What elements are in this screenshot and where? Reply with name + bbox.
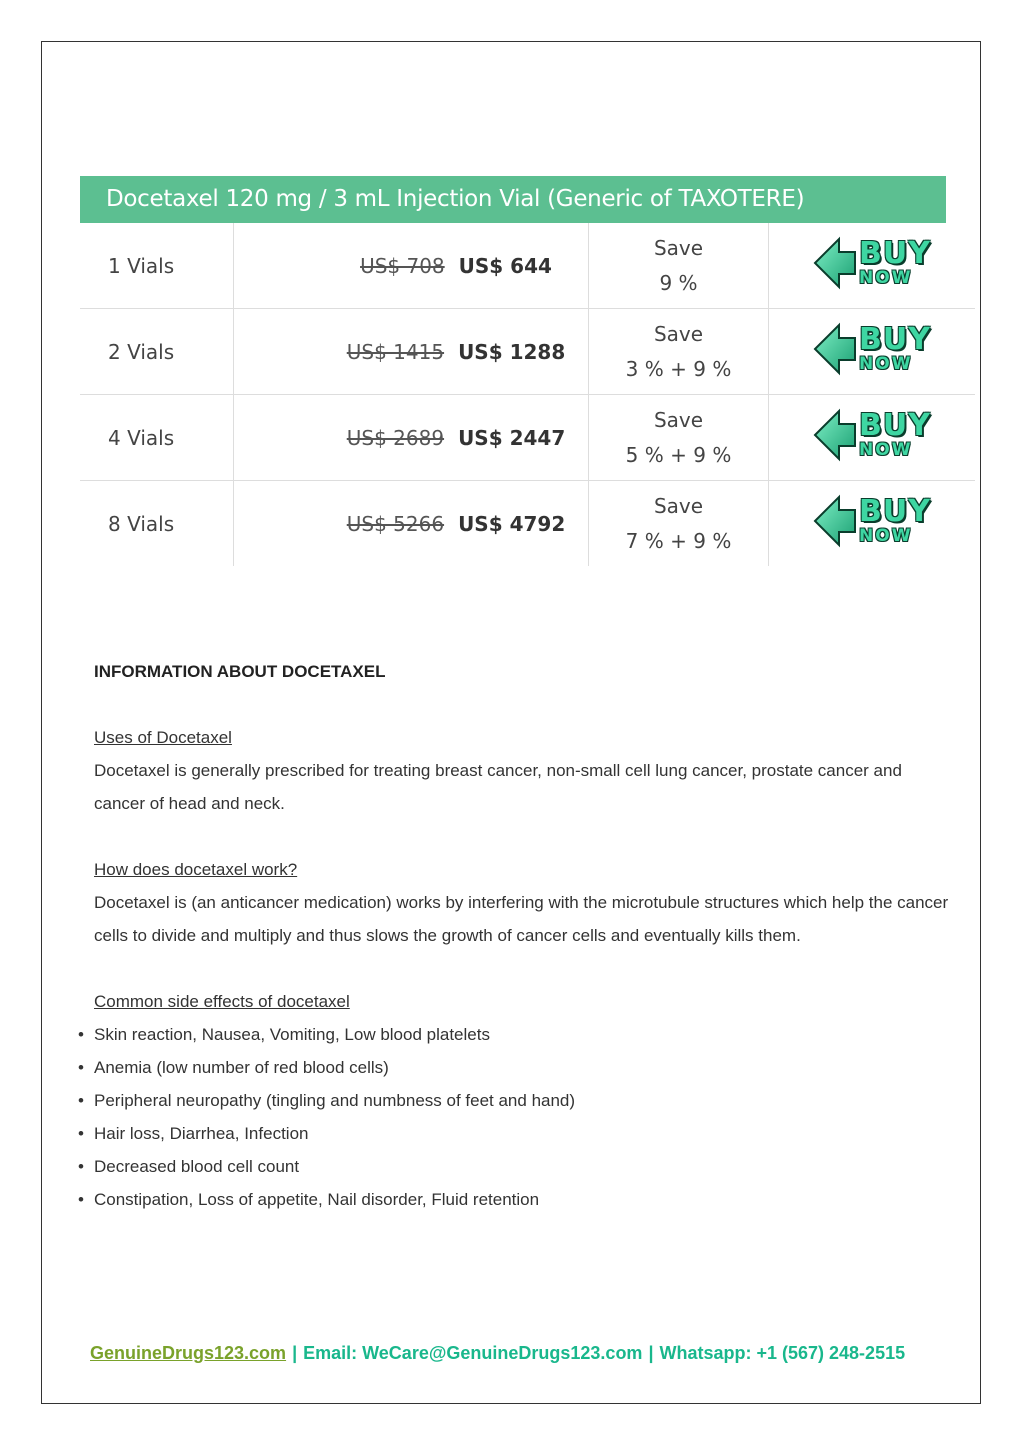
arrow-left-icon <box>813 235 857 291</box>
list-item: • Anemia (low number of red blood cells) <box>94 1051 954 1084</box>
information-section <box>94 655 954 1216</box>
price-cell <box>234 309 589 395</box>
buy-now-button[interactable] <box>813 235 931 291</box>
buy-now-button[interactable] <box>813 407 931 463</box>
buy-text: BUY <box>859 494 931 529</box>
site-link[interactable]: GenuineDrugs123.com <box>90 1343 287 1363</box>
side-effects-title: Common side effects of docetaxel <box>94 992 350 1011</box>
new-price: US$ 4792 <box>458 511 566 536</box>
table-row <box>80 309 975 395</box>
price-cell <box>234 481 589 567</box>
buy-text: BUY <box>859 408 931 443</box>
save-value: 3 % + 9 % <box>625 356 732 381</box>
save-label: Save <box>653 235 704 260</box>
buy-cell <box>769 481 976 567</box>
old-price: US$ 2689 <box>346 425 445 450</box>
list-item: • Hair loss, Diarrhea, Infection <box>94 1117 954 1150</box>
buy-text: BUY <box>859 322 931 357</box>
now-text: NOW <box>859 354 913 374</box>
save-value: 5 % + 9 % <box>625 442 732 467</box>
list-item: • Skin reaction, Nausea, Vomiting, Low blood platelets <box>94 1018 954 1051</box>
arrow-left-icon <box>813 321 857 377</box>
quantity-cell: 2 Vials <box>80 309 234 395</box>
spacer <box>94 952 954 985</box>
price-cell <box>234 223 589 309</box>
buy-cell <box>769 223 976 309</box>
spacer <box>94 688 954 721</box>
footer-email[interactable]: Email: WeCare@GenuineDrugs123.com <box>303 1343 643 1363</box>
buy-text: BUY <box>859 236 931 271</box>
now-text: NOW <box>859 268 913 288</box>
buy-cell <box>769 395 976 481</box>
save-label: Save <box>653 321 704 346</box>
save-label: Save <box>653 493 704 518</box>
price-table <box>80 223 975 566</box>
quantity-cell: 8 Vials <box>80 481 234 567</box>
price-cell <box>234 395 589 481</box>
arrow-left-icon <box>813 407 857 463</box>
savings-cell <box>589 309 769 395</box>
save-label: Save <box>653 407 704 432</box>
now-text: NOW <box>859 440 913 460</box>
footer <box>90 1343 990 1364</box>
product-title: Docetaxel 120 mg / 3 mL Injection Vial (Generic of TAXOTERE) <box>106 186 805 212</box>
uses-text: Docetaxel is generally prescribed for treating breast cancer, non-small cell lung cancer, prostate cancer and cancer of head and neck. <box>94 761 902 813</box>
footer-separator: | <box>292 1343 298 1363</box>
buy-now-button[interactable] <box>813 493 931 549</box>
list-item: • Decreased blood cell count <box>94 1150 954 1183</box>
quantity-cell: 1 Vials <box>80 223 234 309</box>
how-text: Docetaxel is (an anticancer medication) works by interfering with the microtubule structures which help the cancer cells to divide and multiply and thus slows the growth of cancer cells and eventually kills them. <box>94 893 949 945</box>
arrow-left-icon <box>813 493 857 549</box>
old-price: US$ 708 <box>360 253 445 278</box>
footer-separator: | <box>648 1343 654 1363</box>
savings-cell <box>589 481 769 567</box>
save-value: 7 % + 9 % <box>625 528 732 553</box>
old-price: US$ 5266 <box>346 511 445 536</box>
now-text: NOW <box>859 526 913 546</box>
save-value: 9 % <box>659 270 698 295</box>
old-price: US$ 1415 <box>346 339 445 364</box>
list-item: • Peripheral neuropathy (tingling and numbness of feet and hand) <box>94 1084 954 1117</box>
spacer <box>94 820 954 853</box>
table-row <box>80 223 975 309</box>
product-title-bar <box>80 176 946 223</box>
savings-cell <box>589 395 769 481</box>
side-effects-list <box>94 1018 954 1216</box>
savings-cell <box>589 223 769 309</box>
how-title: How does docetaxel work? <box>94 860 298 879</box>
new-price: US$ 2447 <box>458 425 566 450</box>
uses-title: Uses of Docetaxel <box>94 728 232 747</box>
quantity-cell: 4 Vials <box>80 395 234 481</box>
table-row <box>80 481 975 567</box>
new-price: US$ 644 <box>458 253 552 278</box>
buy-cell <box>769 309 976 395</box>
table-row <box>80 395 975 481</box>
footer-whatsapp[interactable]: Whatsapp: +1 (567) 248-2515 <box>659 1343 906 1363</box>
list-item: • Constipation, Loss of appetite, Nail disorder, Fluid retention <box>94 1183 954 1216</box>
buy-now-button[interactable] <box>813 321 931 377</box>
new-price: US$ 1288 <box>458 339 566 364</box>
info-heading: INFORMATION ABOUT DOCETAXEL <box>94 662 386 681</box>
